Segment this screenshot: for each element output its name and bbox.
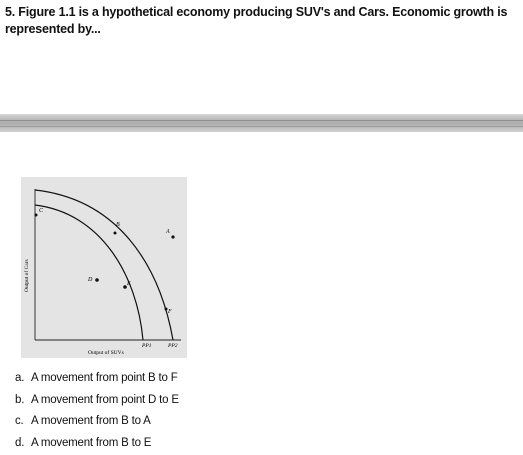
point-label-f: F — [168, 309, 172, 315]
question-text: 5. Figure 1.1 is a hypothetical economy producing SUV's and Cars. Economic growth is represented by... — [5, 5, 508, 36]
option-letter: a. — [15, 372, 25, 384]
point-c — [35, 214, 38, 217]
section-divider — [0, 114, 523, 132]
ppf-curve-pp1 — [35, 205, 143, 340]
option-b[interactable] — [15, 390, 179, 412]
option-d[interactable] — [15, 433, 179, 455]
option-text: A movement from point D to E — [31, 393, 179, 406]
option-c[interactable] — [15, 411, 179, 433]
ppf-curve-pp2 — [35, 190, 173, 340]
option-letter: c. — [15, 415, 24, 427]
y-axis-label: Output of Cars — [24, 259, 30, 292]
point-label-b: B — [116, 222, 120, 228]
ppf-figure — [21, 177, 187, 358]
option-a[interactable] — [15, 368, 179, 390]
option-text: A movement from point B to F — [31, 372, 178, 384]
point-d — [95, 278, 99, 282]
curve-label-pp2: PP2 — [168, 343, 178, 349]
point-label-a: A — [166, 229, 170, 235]
point-label-e: E — [127, 281, 131, 287]
answer-options — [15, 368, 179, 454]
point-a — [171, 235, 174, 238]
ppf-diagram — [21, 177, 187, 358]
option-text: A movement from B to A — [31, 415, 151, 427]
option-letter: b. — [15, 393, 25, 406]
option-text: A movement from B to E — [31, 436, 152, 449]
option-letter: d. — [15, 436, 25, 449]
x-axis-label: Output of SUVs — [88, 350, 124, 356]
point-label-c: C — [39, 208, 44, 214]
curve-label-pp1: PP1 — [142, 343, 152, 349]
point-label-d: D — [88, 277, 93, 283]
point-b — [114, 232, 117, 235]
